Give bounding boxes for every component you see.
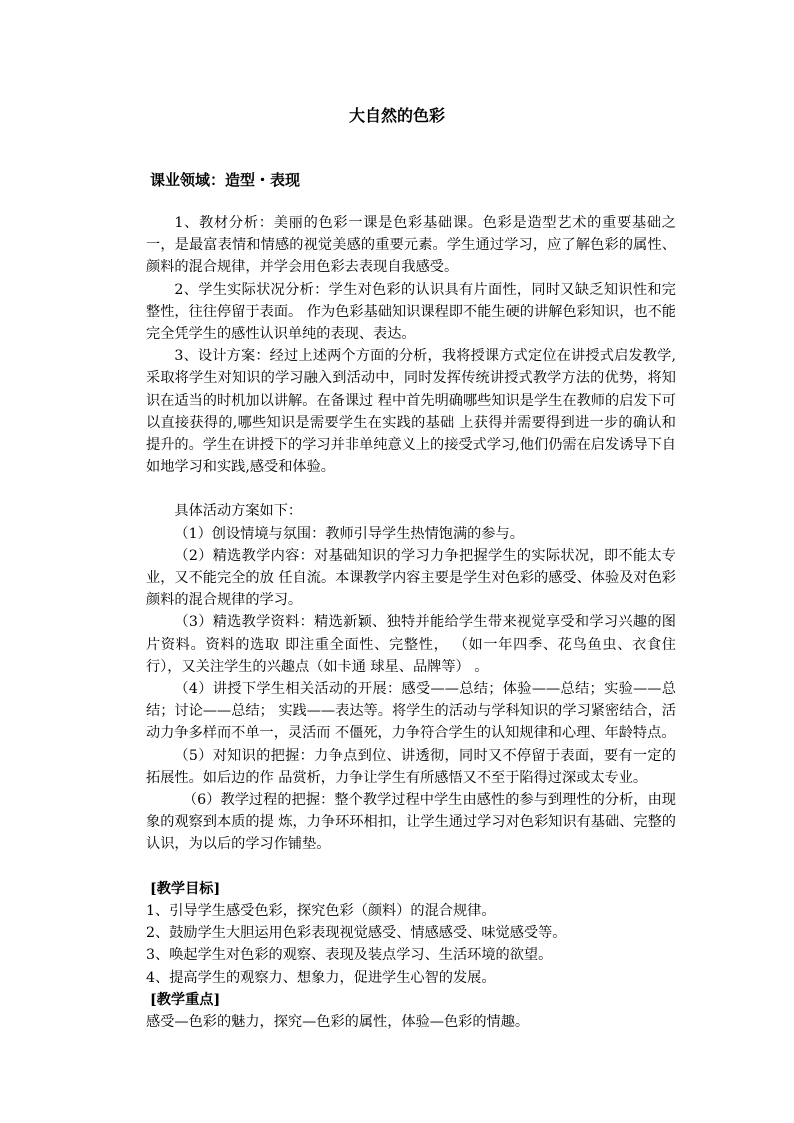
- analysis-paragraph: 2、学生实际状况分析：学生对色彩的认识具有片面性，同时又缺乏知识性和完整性，往往停留于表面。 作为色彩基础知识课程即不能生硬的讲解色彩知识，也不能完全凭学生的感性认识单纯的表现、表达。: [146, 281, 676, 343]
- goal-item: 4、提高学生的观察力、想象力，促进学生心智的发展。: [146, 969, 496, 986]
- activity-item: （1）创设情境与氛围：教师引导学生热情饱满的参与。: [174, 525, 524, 542]
- key-points-heading: [教学重点]: [150, 991, 221, 1008]
- course-domain: 课业领域：造型・表现: [150, 171, 301, 189]
- activity-item: （5）对知识的把握：力争点到位、讲透彻，同时又不停留于表面，要有一定的拓展性。如后边的作 品赏析，力争让学生有所感悟又不至于陷得过深或太专业。: [146, 747, 676, 786]
- document-body: [146, 212, 676, 1033]
- activity-item: （2）精选教学内容：对基础知识的学习力争把握学生的实际状况，即不能太专业，又不能完全的放 任自流。本课教学内容主要是学生对色彩的感受、体验及对色彩颜料的混合规律的学习。: [146, 547, 676, 609]
- goals-heading: [教学目标]: [150, 880, 221, 897]
- goal-item: 1、引导学生感受色彩，探究色彩（颜料）的混合规律。: [146, 902, 496, 919]
- analysis-paragraph: 3、设计方案：经过上述两个方面的分析，我将授课方式定位在讲授式启发教学,采取将学生对知识的学习融入到活动中，同时发挥传统讲授式教学方法的优势，将知识在适当的时机加以讲解。在备课过 程中首先明确哪些知识是学生在教师的启发下可以直接获得的,哪些知识是需要学生在实践的基础 上获得并需要得到进一步的确认和提升的。学生在讲授下的学习并非单纯意义上的接受式学习,他们仍需在启发诱导下自如地学习和实践,感受和体验。: [146, 348, 676, 476]
- activity-item: （6）教学过程的把握：整个教学过程中学生由感性的参与到理性的分析，由现象的观察到本质的提 炼，力争环环相扣，让学生通过学习对色彩知识有基础、完整的认识，为以后的学习作铺垫。: [146, 792, 676, 853]
- activities-intro: 具体活动方案如下：: [174, 503, 303, 520]
- goal-item: 3、唤起学生对色彩的观察、表现及装点学习、生活环境的欲望。: [146, 947, 553, 964]
- activity-item: （4）讲授下学生相关活动的开展：感受——总结；体验——总结；实验——总结；讨论——总结； 实践——表达等。将学生的活动与学科知识的学习紧密结合，活动力争多样而不单一，灵活而 不僵死，力争符合学生的认知规律和心理、年龄特点。: [146, 681, 676, 742]
- analysis-paragraph: 1、教材分析：美丽的色彩一课是色彩基础课。色彩是造型艺术的重要基础之一，是最富表情和情感的视觉美感的重要元素。学生通过学习，应了解色彩的属性、颜料的混合规律，并学会用色彩去表现自我感受。: [146, 215, 676, 276]
- activity-item: （3）精选教学资料：精选新颖、独特并能给学生带来视觉享受和学习兴趣的图片资料。资料的选取 即注重全面性、完整性， （如一年四季、花鸟鱼虫、衣食住行），又关注学生的兴趣点（如卡通 球星、品牌等） 。: [146, 614, 676, 675]
- goal-item: 2、鼓励学生大胆运用色彩表现视觉感受、情感感受、味觉感受等。: [146, 925, 567, 942]
- key-points-text: 感受—色彩的魅力，探究—色彩的属性，体验—色彩的情趣。: [146, 1013, 530, 1030]
- document-title: 大自然的色彩: [348, 106, 445, 125]
